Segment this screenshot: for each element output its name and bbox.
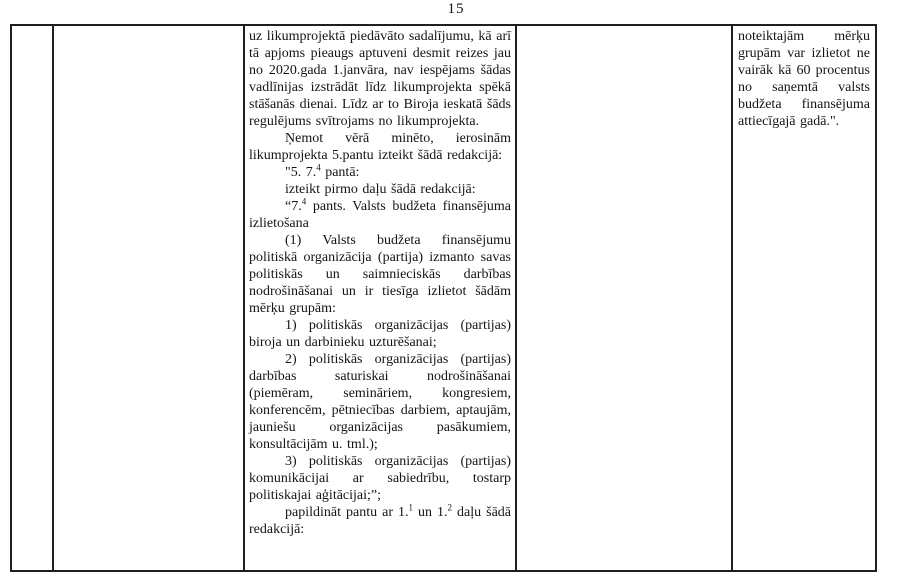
paragraph: 2) politiskās organizācijas (partijas) darbības saturiskai nodrošināšanai (piemēram, semināriem, kongresiem, konferencēm, pētniecības darbiem, aptaujām, jauniešu organizācijas pasākumiem, konsultācijām u. tml.); xyxy=(249,352,511,452)
paragraph: 1) politiskās organizācijas (partijas) biroja un darbinieku uzturēšanai; xyxy=(249,318,511,350)
paragraph: “7.$^4$ pants. Valsts budžeta finansējuma izlietošana xyxy=(249,196,511,231)
table-column-provision xyxy=(54,26,245,570)
paragraph: noteiktajām mērķu grupām var izlietot ne vairāk kā 60 procentus no saņemtā valsts budžeta finansējuma attiecīgajā gadā.". xyxy=(738,29,870,129)
table-column-objection-text xyxy=(245,26,517,570)
table-column-revised-wording xyxy=(733,26,875,570)
paragraph: izteikt pirmo daļu šādā redakcijā: xyxy=(285,182,476,197)
legal-comments-table xyxy=(10,24,877,572)
paragraph: uz likumprojektā piedāvāto sadalījumu, kā arī tā apjoms pieaugs aptuveni desmit reizes jau no 2020.gada 1.janvāra, nav iespējams šādas vadlīnijas izstrādāt līdz likumprojekta spēkā stāšanās dienai. Līdz ar to Biroja ieskatā šāds regulējums svītrojams no likumprojekta. xyxy=(249,29,511,129)
paragraph: Ņemot vērā minēto, ierosinām likumprojekta 5.pantu izteikt šādā redakcijā: xyxy=(249,131,511,163)
table-column-response xyxy=(517,26,733,570)
paragraph: papildināt pantu ar 1.$^1$ un 1.$^2$ daļu šādā redakcijā: xyxy=(249,502,512,537)
paragraph: "5. 7.$^4$ pantā: xyxy=(285,162,360,180)
table-column-number xyxy=(12,26,54,570)
page-number: 15 xyxy=(447,1,465,17)
paragraph: (1) Valsts budžeta finansējumu politiskā organizācija (partija) izmanto savas politiskās un saimnieciskās darbības nodrošināšanai un ir tiesīga izlietot šādām mērķu grupām: xyxy=(249,233,511,316)
paragraph: 3) politiskās organizācijas (partijas) komunikācijai ar sabiedrību, tostarp politiskajai aģitācijai;”; xyxy=(249,454,511,503)
